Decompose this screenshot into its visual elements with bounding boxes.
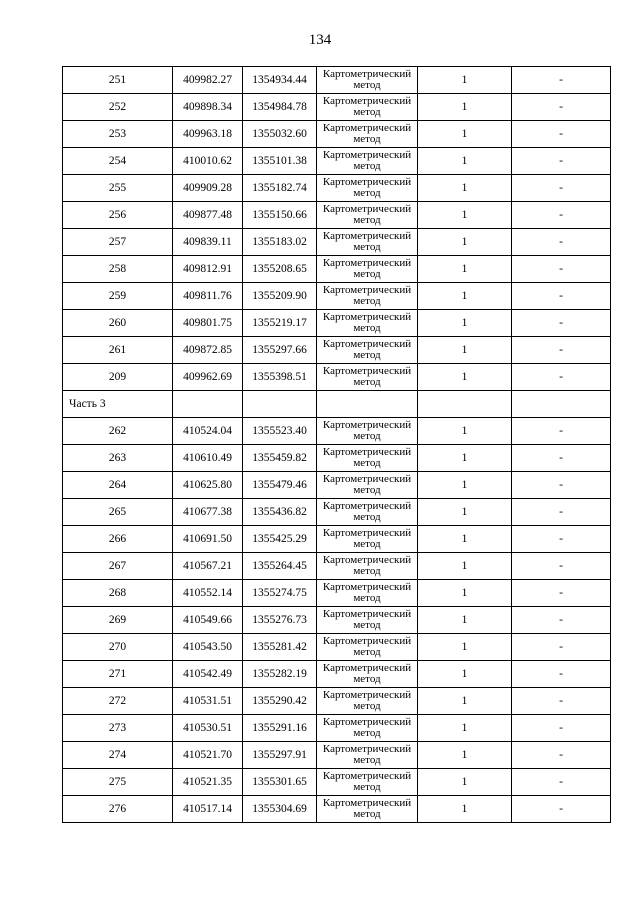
method-cell: Картометрический метод [317, 553, 418, 580]
method-cell: Картометрический метод [317, 364, 418, 391]
point-number-cell: 266 [63, 526, 173, 553]
method-cell: Картометрический метод [317, 499, 418, 526]
note-cell: - [512, 67, 611, 94]
y-coordinate-cell: 1355297.91 [243, 742, 317, 769]
table-row [63, 634, 611, 661]
note-cell: - [512, 526, 611, 553]
note-cell: - [512, 688, 611, 715]
accuracy-cell: 1 [418, 283, 512, 310]
accuracy-cell: 1 [418, 202, 512, 229]
y-coordinate-cell: 1355281.42 [243, 634, 317, 661]
point-number-cell: 272 [63, 688, 173, 715]
y-coordinate-cell: 1355183.02 [243, 229, 317, 256]
accuracy-cell: 1 [418, 553, 512, 580]
accuracy-cell: 1 [418, 499, 512, 526]
point-number-cell: 209 [63, 364, 173, 391]
method-cell: Картометрический метод [317, 742, 418, 769]
note-cell: - [512, 202, 611, 229]
y-coordinate-cell: 1355291.16 [243, 715, 317, 742]
x-coordinate-cell: 410543.50 [173, 634, 243, 661]
method-cell: Картометрический метод [317, 67, 418, 94]
x-coordinate-cell: 410521.35 [173, 769, 243, 796]
y-coordinate-cell: 1355297.66 [243, 337, 317, 364]
note-cell: - [512, 715, 611, 742]
accuracy-cell: 1 [418, 445, 512, 472]
method-cell: Картометрический метод [317, 634, 418, 661]
y-coordinate-cell: 1354984.78 [243, 94, 317, 121]
method-cell: Картометрический метод [317, 607, 418, 634]
y-coordinate-cell: 1355264.45 [243, 553, 317, 580]
note-cell: - [512, 661, 611, 688]
point-number-cell: 260 [63, 310, 173, 337]
y-coordinate-cell: 1354934.44 [243, 67, 317, 94]
note-cell: - [512, 94, 611, 121]
table-row [63, 769, 611, 796]
x-coordinate-cell: 410567.21 [173, 553, 243, 580]
y-coordinate-cell: 1355219.17 [243, 310, 317, 337]
note-cell: - [512, 121, 611, 148]
y-coordinate-cell: 1355182.74 [243, 175, 317, 202]
method-cell: Картометрический метод [317, 148, 418, 175]
point-number-cell: 269 [63, 607, 173, 634]
accuracy-cell: 1 [418, 472, 512, 499]
accuracy-cell: 1 [418, 148, 512, 175]
point-number-cell: 273 [63, 715, 173, 742]
note-cell: - [512, 256, 611, 283]
accuracy-cell: 1 [418, 580, 512, 607]
method-cell: Картометрический метод [317, 418, 418, 445]
y-coordinate-cell: 1355101.38 [243, 148, 317, 175]
accuracy-cell: 1 [418, 769, 512, 796]
empty-cell [243, 391, 317, 418]
x-coordinate-cell: 410625.80 [173, 472, 243, 499]
point-number-cell: 267 [63, 553, 173, 580]
x-coordinate-cell: 409909.28 [173, 175, 243, 202]
method-cell: Картометрический метод [317, 472, 418, 499]
accuracy-cell: 1 [418, 364, 512, 391]
x-coordinate-cell: 410010.62 [173, 148, 243, 175]
note-cell: - [512, 364, 611, 391]
table-row [63, 283, 611, 310]
empty-cell [512, 391, 611, 418]
x-coordinate-cell: 409963.18 [173, 121, 243, 148]
section-label: Часть 3 [63, 391, 173, 418]
table-row [63, 742, 611, 769]
y-coordinate-cell: 1355398.51 [243, 364, 317, 391]
x-coordinate-cell: 409811.76 [173, 283, 243, 310]
note-cell: - [512, 580, 611, 607]
x-coordinate-cell: 409839.11 [173, 229, 243, 256]
x-coordinate-cell: 409982.27 [173, 67, 243, 94]
note-cell: - [512, 337, 611, 364]
point-number-cell: 274 [63, 742, 173, 769]
point-number-cell: 265 [63, 499, 173, 526]
table-row [63, 175, 611, 202]
note-cell: - [512, 472, 611, 499]
x-coordinate-cell: 409801.75 [173, 310, 243, 337]
section-row [63, 391, 611, 418]
point-number-cell: 255 [63, 175, 173, 202]
point-number-cell: 263 [63, 445, 173, 472]
accuracy-cell: 1 [418, 256, 512, 283]
method-cell: Картометрический метод [317, 445, 418, 472]
accuracy-cell: 1 [418, 67, 512, 94]
y-coordinate-cell: 1355523.40 [243, 418, 317, 445]
method-cell: Картометрический метод [317, 121, 418, 148]
x-coordinate-cell: 410677.38 [173, 499, 243, 526]
note-cell: - [512, 796, 611, 823]
point-number-cell: 251 [63, 67, 173, 94]
y-coordinate-cell: 1355479.46 [243, 472, 317, 499]
note-cell: - [512, 634, 611, 661]
y-coordinate-cell: 1355282.19 [243, 661, 317, 688]
table-row [63, 67, 611, 94]
x-coordinate-cell: 410691.50 [173, 526, 243, 553]
note-cell: - [512, 553, 611, 580]
accuracy-cell: 1 [418, 418, 512, 445]
accuracy-cell: 1 [418, 337, 512, 364]
point-number-cell: 259 [63, 283, 173, 310]
y-coordinate-cell: 1355301.65 [243, 769, 317, 796]
coordinates-table [62, 66, 611, 823]
table-row [63, 418, 611, 445]
method-cell: Картометрический метод [317, 256, 418, 283]
note-cell: - [512, 769, 611, 796]
table-row [63, 202, 611, 229]
y-coordinate-cell: 1355274.75 [243, 580, 317, 607]
y-coordinate-cell: 1355436.82 [243, 499, 317, 526]
y-coordinate-cell: 1355032.60 [243, 121, 317, 148]
y-coordinate-cell: 1355459.82 [243, 445, 317, 472]
note-cell: - [512, 445, 611, 472]
x-coordinate-cell: 409812.91 [173, 256, 243, 283]
accuracy-cell: 1 [418, 175, 512, 202]
table-row [63, 229, 611, 256]
accuracy-cell: 1 [418, 229, 512, 256]
point-number-cell: 264 [63, 472, 173, 499]
accuracy-cell: 1 [418, 310, 512, 337]
accuracy-cell: 1 [418, 796, 512, 823]
x-coordinate-cell: 410542.49 [173, 661, 243, 688]
point-number-cell: 270 [63, 634, 173, 661]
table-row [63, 256, 611, 283]
table-row [63, 607, 611, 634]
point-number-cell: 254 [63, 148, 173, 175]
x-coordinate-cell: 409898.34 [173, 94, 243, 121]
y-coordinate-cell: 1355209.90 [243, 283, 317, 310]
point-number-cell: 275 [63, 769, 173, 796]
accuracy-cell: 1 [418, 526, 512, 553]
page-number: 134 [308, 32, 332, 48]
y-coordinate-cell: 1355150.66 [243, 202, 317, 229]
method-cell: Картометрический метод [317, 769, 418, 796]
accuracy-cell: 1 [418, 715, 512, 742]
table-row [63, 472, 611, 499]
x-coordinate-cell: 410531.51 [173, 688, 243, 715]
accuracy-cell: 1 [418, 661, 512, 688]
note-cell: - [512, 148, 611, 175]
table-row [63, 337, 611, 364]
x-coordinate-cell: 410552.14 [173, 580, 243, 607]
y-coordinate-cell: 1355304.69 [243, 796, 317, 823]
y-coordinate-cell: 1355425.29 [243, 526, 317, 553]
method-cell: Картометрический метод [317, 526, 418, 553]
table-row [63, 121, 611, 148]
method-cell: Картометрический метод [317, 229, 418, 256]
method-cell: Картометрический метод [317, 580, 418, 607]
method-cell: Картометрический метод [317, 283, 418, 310]
table-row [63, 580, 611, 607]
note-cell: - [512, 310, 611, 337]
point-number-cell: 262 [63, 418, 173, 445]
y-coordinate-cell: 1355208.65 [243, 256, 317, 283]
point-number-cell: 258 [63, 256, 173, 283]
x-coordinate-cell: 410517.14 [173, 796, 243, 823]
method-cell: Картометрический метод [317, 94, 418, 121]
point-number-cell: 276 [63, 796, 173, 823]
note-cell: - [512, 607, 611, 634]
table-row [63, 688, 611, 715]
method-cell: Картометрический метод [317, 688, 418, 715]
point-number-cell: 256 [63, 202, 173, 229]
accuracy-cell: 1 [418, 607, 512, 634]
table-row [63, 310, 611, 337]
y-coordinate-cell: 1355276.73 [243, 607, 317, 634]
x-coordinate-cell: 410521.70 [173, 742, 243, 769]
table-row [63, 148, 611, 175]
table-row [63, 445, 611, 472]
x-coordinate-cell: 409872.85 [173, 337, 243, 364]
note-cell: - [512, 499, 611, 526]
x-coordinate-cell: 410610.49 [173, 445, 243, 472]
point-number-cell: 252 [63, 94, 173, 121]
table-row [63, 94, 611, 121]
table-row [63, 364, 611, 391]
method-cell: Картометрический метод [317, 715, 418, 742]
method-cell: Картометрический метод [317, 310, 418, 337]
accuracy-cell: 1 [418, 121, 512, 148]
note-cell: - [512, 742, 611, 769]
point-number-cell: 253 [63, 121, 173, 148]
x-coordinate-cell: 410549.66 [173, 607, 243, 634]
table-row [63, 526, 611, 553]
empty-cell [173, 391, 243, 418]
x-coordinate-cell: 409877.48 [173, 202, 243, 229]
table-row [63, 661, 611, 688]
empty-cell [317, 391, 418, 418]
note-cell: - [512, 175, 611, 202]
point-number-cell: 257 [63, 229, 173, 256]
x-coordinate-cell: 410524.04 [173, 418, 243, 445]
y-coordinate-cell: 1355290.42 [243, 688, 317, 715]
method-cell: Картометрический метод [317, 796, 418, 823]
note-cell: - [512, 229, 611, 256]
point-number-cell: 268 [63, 580, 173, 607]
point-number-cell: 261 [63, 337, 173, 364]
accuracy-cell: 1 [418, 634, 512, 661]
coordinates-table-body [63, 67, 611, 823]
x-coordinate-cell: 409962.69 [173, 364, 243, 391]
note-cell: - [512, 418, 611, 445]
note-cell: - [512, 283, 611, 310]
method-cell: Картометрический метод [317, 337, 418, 364]
accuracy-cell: 1 [418, 94, 512, 121]
table-row [63, 796, 611, 823]
accuracy-cell: 1 [418, 742, 512, 769]
point-number-cell: 271 [63, 661, 173, 688]
method-cell: Картометрический метод [317, 175, 418, 202]
x-coordinate-cell: 410530.51 [173, 715, 243, 742]
table-row [63, 553, 611, 580]
empty-cell [418, 391, 512, 418]
method-cell: Картометрический метод [317, 661, 418, 688]
table-row [63, 499, 611, 526]
table-row [63, 715, 611, 742]
accuracy-cell: 1 [418, 688, 512, 715]
method-cell: Картометрический метод [317, 202, 418, 229]
